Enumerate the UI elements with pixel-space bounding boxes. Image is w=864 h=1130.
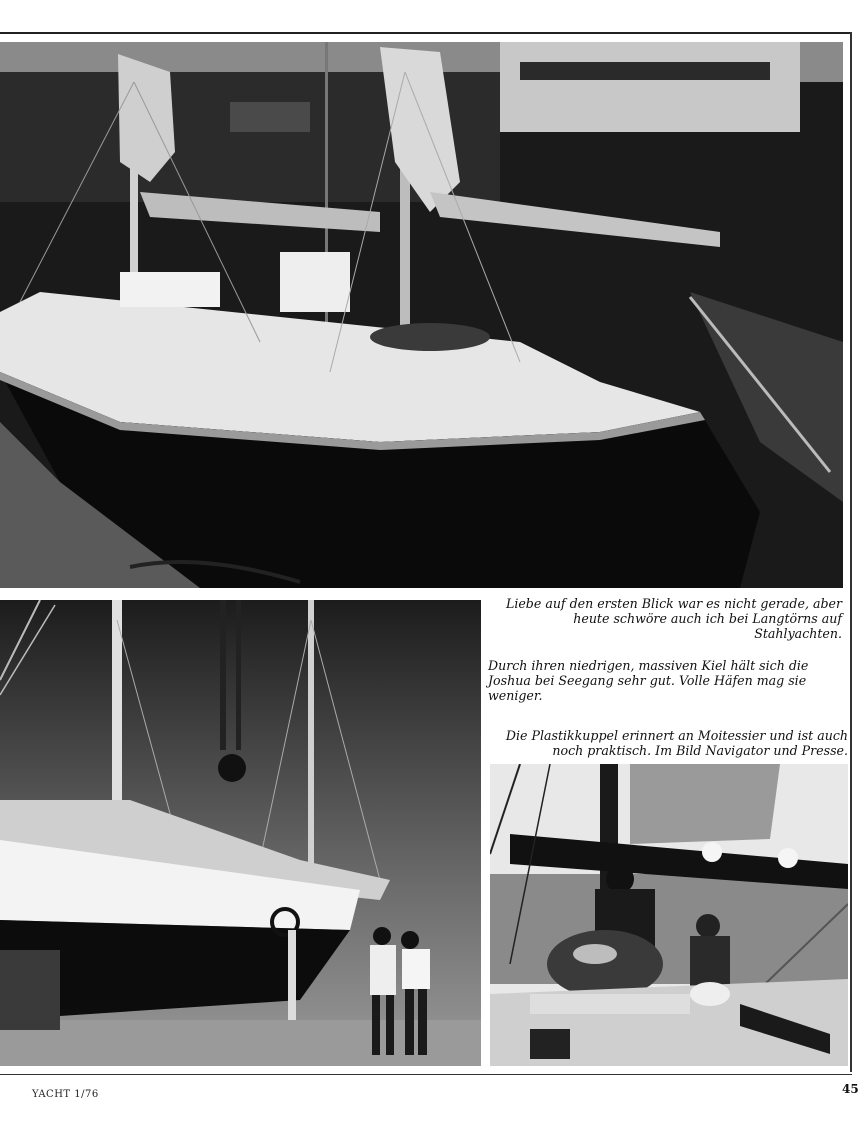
yacht-on-land-illustration: [0, 600, 481, 1066]
caption-plastic-dome: Die Plastikkuppel erinnert an Moitessier und ist auch noch praktisch. Im Bild Navigator und Presse.: [505, 728, 848, 758]
photo-plastic-dome: [490, 764, 848, 1066]
top-rule: [0, 32, 852, 34]
photo-yacht-on-land: [0, 600, 481, 1066]
harbor-photo-illustration: [0, 42, 843, 588]
bottom-rule: [0, 1074, 852, 1075]
photo-boat-in-harbor: [0, 42, 843, 588]
frame-rule-right: [850, 32, 852, 1072]
publication-issue: YACHT 1/76: [32, 1089, 99, 1100]
caption-first-sight: Liebe auf den ersten Blick war es nicht gerade, aber heute schwöre auch ich bei Langtörns auf Stahlyachten.: [505, 596, 842, 641]
page-number: 45: [842, 1082, 859, 1096]
dome-photo-illustration: [490, 764, 848, 1066]
caption-keel: Durch ihren niedrigen, massiven Kiel hält sich die Joshua bei Seegang sehr gut. Volle Häfen mag sie weniger.: [488, 658, 809, 703]
